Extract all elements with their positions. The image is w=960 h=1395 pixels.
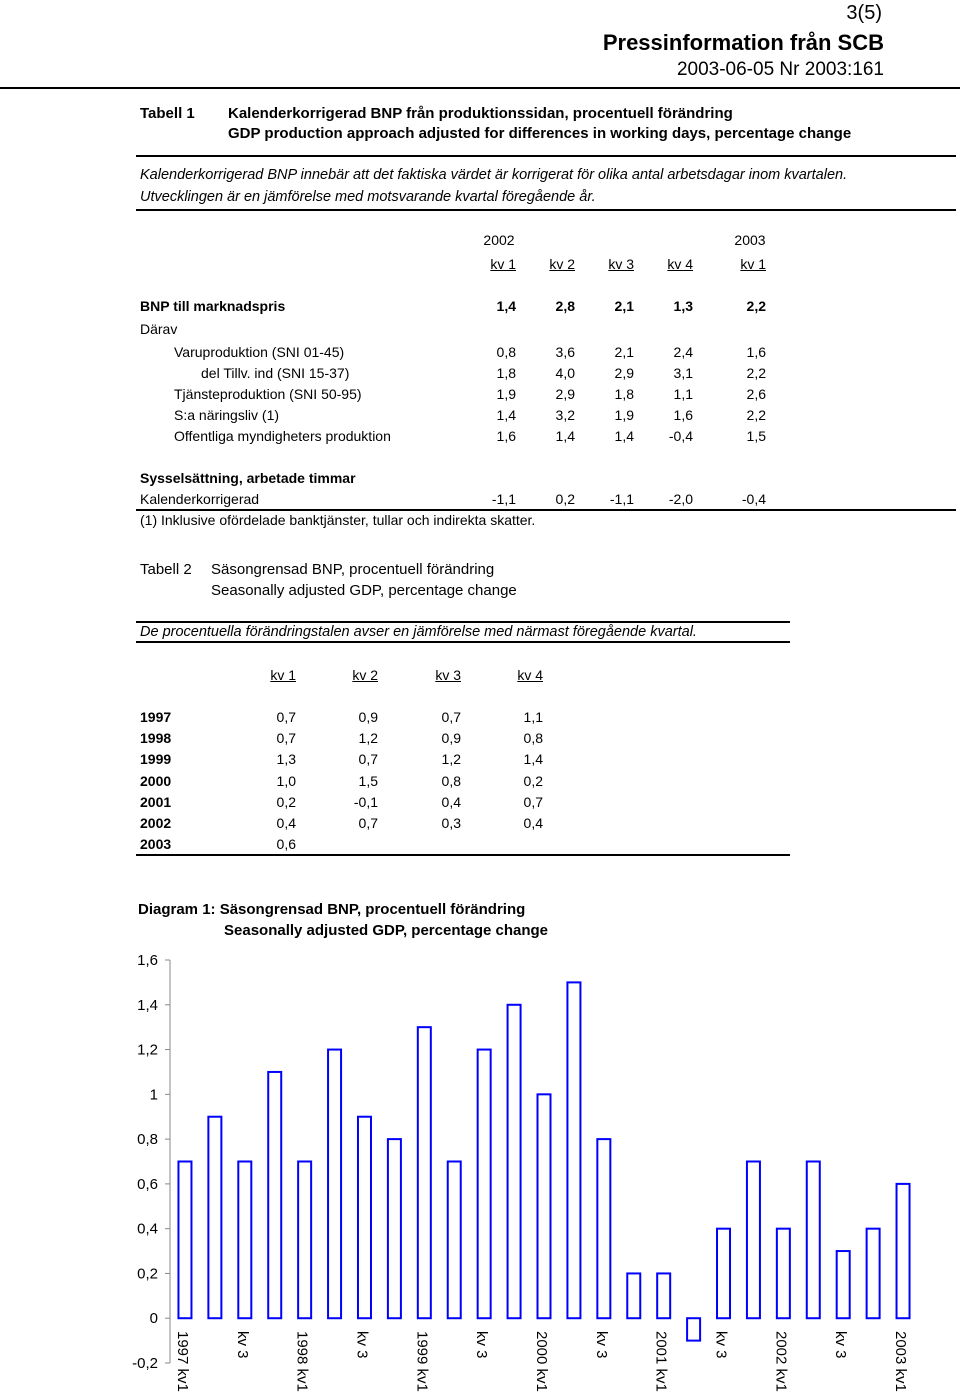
table1-cell: 1,4 xyxy=(555,428,575,444)
table1-title-sv: Kalenderkorrigerad BNP från produktionssidan, procentuell förändring xyxy=(228,105,733,122)
table2-cell: 1,5 xyxy=(358,772,378,789)
bar xyxy=(687,1318,700,1340)
employment-cell: 0,2 xyxy=(555,491,575,507)
table2-quarter-header: kv 3 xyxy=(435,667,461,683)
table1-row-label: BNP till marknadspris xyxy=(140,298,286,314)
table2-top-rule xyxy=(136,621,790,623)
bar xyxy=(358,1117,371,1319)
bar xyxy=(178,1162,191,1319)
table1-note-rule xyxy=(136,209,956,211)
bar xyxy=(777,1229,790,1319)
table2-cell: 0,7 xyxy=(441,709,461,725)
table1-cell: 1,8 xyxy=(614,386,634,402)
table2-year: 2001 xyxy=(140,793,172,810)
table2-cell: 0,8 xyxy=(523,730,543,747)
bar xyxy=(298,1162,311,1319)
bar xyxy=(627,1273,640,1318)
table2-title-sv: Säsongrensad BNP, procentuell förändring xyxy=(211,561,495,578)
table1-row-label: del Tillv. ind (SNI 15-37) xyxy=(201,365,350,381)
table1-cell: 1,3 xyxy=(673,298,693,314)
table1-label: Tabell 1 xyxy=(140,105,195,122)
table2-year: 2003 xyxy=(140,836,172,853)
table2-cell: 0,9 xyxy=(358,709,378,725)
table1-row-label: S:a näringsliv (1) xyxy=(174,407,280,423)
table2-year: 1997 xyxy=(140,709,172,725)
x-tick-label: kv 3 xyxy=(233,1331,251,1359)
table1-cell: 2,8 xyxy=(555,298,575,314)
table2-cell: 1,4 xyxy=(523,751,543,768)
table2-year: 1999 xyxy=(140,751,172,768)
date-reference: 2003-06-05 Nr 2003:161 xyxy=(676,59,884,80)
table1-cell: 2,2 xyxy=(746,365,766,381)
table1-quarter-header: kv 3 xyxy=(608,256,634,272)
bar xyxy=(508,1005,521,1318)
table2-cell: 0,4 xyxy=(276,815,296,831)
y-tick-label: 1,4 xyxy=(137,996,158,1014)
table2-cell: 0,7 xyxy=(358,815,378,831)
x-tick-label: 2000 kv1 xyxy=(533,1331,550,1392)
table2-cell: 1,0 xyxy=(276,772,296,789)
chart-subtitle: Seasonally adjusted GDP, percentage change xyxy=(224,922,549,939)
table1-bottom-rule xyxy=(136,509,956,511)
table1-cell: 1,4 xyxy=(496,298,516,314)
table2-cell: 0,9 xyxy=(441,730,461,747)
y-tick-label: -0,2 xyxy=(132,1355,158,1372)
table1-cell: 2,9 xyxy=(614,365,634,381)
table2-cell: -0,1 xyxy=(353,793,378,810)
bar xyxy=(567,982,580,1318)
employment-cell: -1,1 xyxy=(609,491,634,507)
table2-note-rule xyxy=(136,641,790,643)
table1-cell: 2,1 xyxy=(614,298,634,314)
bar xyxy=(268,1072,281,1318)
y-tick-label: 1 xyxy=(149,1086,158,1104)
y-tick-label: 1,2 xyxy=(137,1041,158,1059)
x-tick-label: 1999 kv1 xyxy=(413,1331,431,1392)
bar xyxy=(448,1162,461,1319)
table1-cell: 1,4 xyxy=(614,428,634,444)
employment-heading: Sysselsättning, arbetade timmar xyxy=(140,470,356,486)
table1-cell: 3,2 xyxy=(555,407,575,423)
table1-cell: 1,6 xyxy=(746,344,766,360)
table1-row-label: Tjänsteproduktion (SNI 50-95) xyxy=(174,386,362,402)
table1-cell: 1,6 xyxy=(673,407,693,423)
table1-note-line1: Kalenderkorrigerad BNP innebär att det faktiska värdet är korrigerat för olika antal arbetsdagar inom kvartalen. xyxy=(140,167,848,183)
employment-cell: -0,4 xyxy=(741,491,766,507)
table2-cell: 1,2 xyxy=(358,730,378,747)
table2-cell: 0,7 xyxy=(276,730,296,747)
table2-cell: 1,1 xyxy=(523,709,543,725)
table1-note-line2: Utvecklingen är en jämförelse med motsvarande kvartal föregående år. xyxy=(140,189,596,205)
table1-cell: 2,2 xyxy=(746,298,766,314)
y-tick-label: 0,6 xyxy=(137,1175,158,1193)
bar xyxy=(807,1162,820,1319)
bar xyxy=(867,1229,880,1319)
table1-year-header: 2003 xyxy=(734,232,766,248)
table1-quarter-header: kv 4 xyxy=(667,256,693,272)
table1-row-label: Offentliga myndigheters produktion xyxy=(174,428,391,444)
table1-title-en: GDP production approach adjusted for differences in working days, percentage change xyxy=(228,125,852,142)
table2-quarter-header: kv 2 xyxy=(352,667,378,683)
table1-top-rule xyxy=(136,155,956,157)
bar xyxy=(717,1229,730,1319)
table1-cell: 4,0 xyxy=(555,365,575,381)
x-tick-label: kv 3 xyxy=(712,1331,730,1359)
table1-cell: 3,6 xyxy=(555,344,575,360)
table1-cell: 1,1 xyxy=(673,386,693,402)
table2-quarter-header: kv 4 xyxy=(517,667,543,683)
x-tick-label: 1998 kv1 xyxy=(293,1331,311,1392)
x-tick-label: 2002 kv1 xyxy=(772,1331,790,1392)
table1-cell: 1,9 xyxy=(496,386,516,402)
table2-cell: 1,3 xyxy=(276,751,296,768)
table2-note: De procentuella förändringstalen avser en jämförelse med närmast föregående kvartal. xyxy=(140,624,697,640)
table1-quarter-header: kv 1 xyxy=(490,256,516,272)
table1-cell: -0,4 xyxy=(668,428,693,444)
table1-cell: 1,4 xyxy=(496,407,516,423)
table2-cell: 0,6 xyxy=(276,836,296,853)
y-tick-label: 0,2 xyxy=(137,1265,158,1283)
table2-cell: 0,4 xyxy=(441,793,461,810)
table2-title-en: Seasonally adjusted GDP, percentage change xyxy=(211,582,517,599)
bar xyxy=(238,1162,251,1319)
table2-label: Tabell 2 xyxy=(140,561,192,578)
table2-cell: 1,2 xyxy=(441,751,461,768)
table2-year: 2000 xyxy=(140,772,172,789)
x-tick-label: kv 3 xyxy=(832,1331,850,1359)
table1-cell: 0,8 xyxy=(496,344,516,360)
table1-cell: 2,4 xyxy=(673,344,693,360)
x-tick-label: kv 3 xyxy=(592,1331,610,1359)
x-tick-label: kv 3 xyxy=(353,1331,371,1359)
table2-year: 1998 xyxy=(140,730,172,747)
x-tick-label: kv 3 xyxy=(473,1331,491,1359)
y-tick-label: 0,8 xyxy=(137,1131,158,1149)
table1-cell: 3,1 xyxy=(673,365,693,381)
bar xyxy=(657,1273,670,1318)
table1-cell: 2,2 xyxy=(746,407,766,423)
table1-cell: 2,6 xyxy=(746,386,766,402)
employment-cell: -2,0 xyxy=(668,491,693,507)
chart-title: Diagram 1: Säsongrensad BNP, procentuell förändring xyxy=(138,901,526,918)
bar xyxy=(747,1162,760,1319)
bar xyxy=(388,1139,401,1318)
y-tick-label: 0 xyxy=(149,1310,158,1328)
table1-quarter-header: kv 2 xyxy=(549,256,575,272)
table2-cell: 0,7 xyxy=(358,751,378,768)
x-tick-label: 2001 kv1 xyxy=(652,1331,670,1392)
page-title: Pressinformation från SCB xyxy=(602,30,884,55)
table1-year-header: 2002 xyxy=(483,232,515,248)
table1-cell: 1,8 xyxy=(496,365,516,381)
table1-cell: 2,1 xyxy=(614,344,634,360)
bar xyxy=(478,1050,491,1319)
table1-row-label: Därav xyxy=(140,321,178,337)
table2-cell: 0,8 xyxy=(441,772,461,789)
y-tick-label: 1,6 xyxy=(137,952,158,969)
bar xyxy=(837,1251,850,1318)
x-tick-label: 2003 kv1 xyxy=(892,1331,910,1392)
table1-cell: 2,9 xyxy=(555,386,575,402)
table2-year: 2002 xyxy=(140,815,172,831)
table1-quarter-header: kv 1 xyxy=(740,256,766,272)
table1-footnote: (1) Inklusive ofördelade banktjänster, tullar och indirekta skatter. xyxy=(140,512,536,528)
table2-cell: 0,7 xyxy=(276,709,296,725)
bar xyxy=(418,1027,431,1318)
table1-cell: 1,6 xyxy=(496,428,516,444)
x-tick-label: 1997 kv1 xyxy=(173,1331,191,1392)
employment-cell: -1,1 xyxy=(491,491,516,507)
bar xyxy=(597,1139,610,1318)
table1-cell: 1,5 xyxy=(746,428,766,444)
table2-cell: 0,2 xyxy=(276,793,296,810)
bar xyxy=(208,1117,221,1319)
employment-row-label: Kalenderkorrigerad xyxy=(140,491,260,507)
table1-row-label: Varuproduktion (SNI 01-45) xyxy=(174,344,345,360)
table2-cell: 0,4 xyxy=(523,815,543,831)
table2-bottom-rule xyxy=(136,854,790,856)
header-divider xyxy=(0,87,960,89)
bar xyxy=(328,1050,341,1319)
page-number: 3(5) xyxy=(846,2,882,24)
table2-cell: 0,3 xyxy=(441,815,461,831)
bar xyxy=(897,1184,910,1318)
y-tick-label: 0,4 xyxy=(137,1220,158,1238)
table2-cell: 0,2 xyxy=(523,772,543,789)
bar xyxy=(538,1094,551,1318)
table1-cell: 1,9 xyxy=(614,407,634,423)
table2-quarter-header: kv 1 xyxy=(270,667,296,683)
table2-cell: 0,7 xyxy=(523,793,543,810)
